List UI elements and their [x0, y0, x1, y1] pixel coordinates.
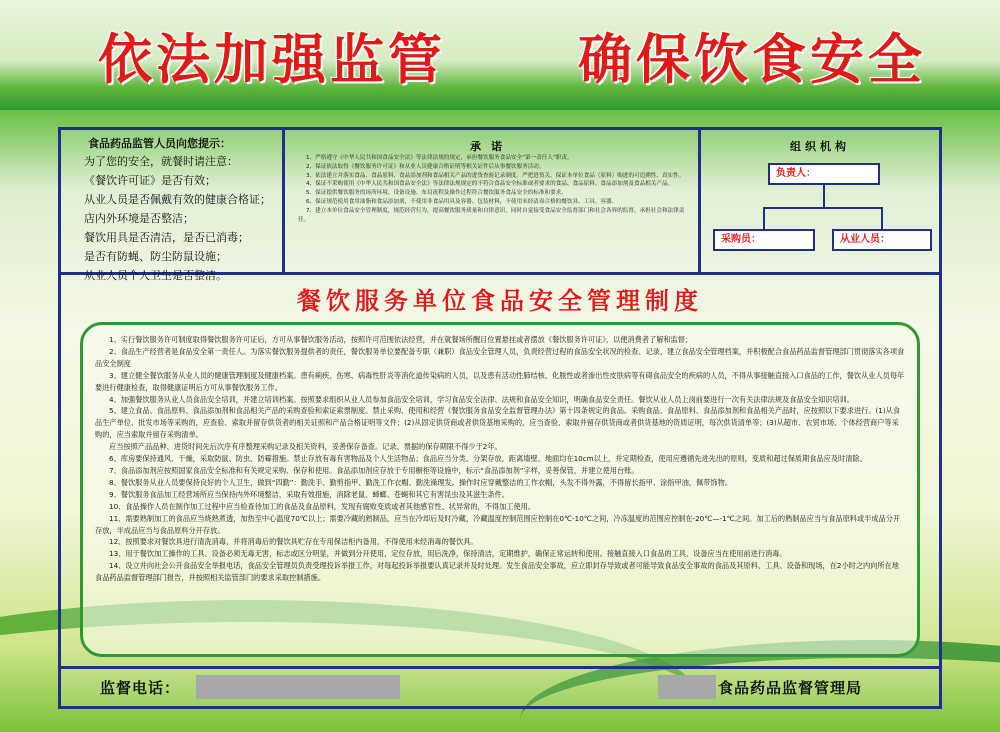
commitment-item: 2、保证依法取得《餐饮服务许可证》和从业人员健康合格证明等相关证件后从事餐饮服务活动。	[306, 163, 545, 170]
divider	[282, 127, 285, 272]
org-connector	[763, 207, 883, 209]
tips-title: 食品药品监管人员向您提示：	[88, 137, 231, 150]
commitment-title: 承诺	[470, 140, 512, 153]
org-connector	[881, 207, 883, 229]
tip-line: 从业人员个人卫生是否整洁。	[84, 269, 227, 282]
tips-panel	[84, 136, 280, 285]
divider	[698, 127, 701, 272]
supervision-phone-label: 监督电话：	[100, 679, 181, 697]
commitment-item: 5、保证提供餐饮服务的场所环境、设备设施、布局流程及操作过程符合餐饮服务食品安全的标准和要求。	[306, 190, 567, 197]
rule-item: 应当按照产品品种、进货时间先后次序有序整理采购记录及相关资料，妥善保存备查。记录、票据的保存期限不得少于2年。	[109, 442, 502, 452]
slogan-right: 确保饮食安全	[578, 28, 926, 91]
rule-item: 11、需要熟制加工的食品应当烧熟煮透，加热至中心温度70℃以上；需要冷藏的熟制品，应当在冷却后及时冷藏，冷藏温度控制范围应控制在0℃-10℃之间，冷冻温度的范围应控制在-20℃—-1℃之间。加工后的熟制品应当与食品原料或半成品分开存放，半成品应当与食品原料分开存放。	[95, 513, 901, 535]
org-title: 组织机构	[790, 140, 850, 153]
rules-box	[80, 322, 920, 657]
rule-item: 2、食品生产经营者是食品安全第一责任人。为落实餐饮服务提供者的责任，餐饮服务单位要配备专职（兼职）食品安全管理人员，负责经营过程的食品安全状况的检查、记录，建立食品安全管理档案，并积极配合食品药品监督管理部门贯彻落实各项食品安全制度	[95, 346, 905, 368]
divider	[58, 666, 942, 669]
commitment-item: 6、保证规范使用食用油脂和食品添加剂，不使用非食品用具及容器、包装材料，不使用未经清毒合格的餐饮具、工具、容器。	[306, 198, 618, 205]
org-connector	[823, 185, 825, 208]
tip-line: 店内外环境是否整洁；	[84, 212, 194, 225]
rules-title: 餐饮服务单位食品安全管理制度	[297, 287, 703, 315]
rule-item: 12、按照要求对餐饮具进行清洗消毒，并将消毒后的餐饮具贮存在专用保洁柜内备用，不得使用未经消毒的餐饮具。	[109, 537, 478, 547]
org-box-buyer: 采购员：	[713, 229, 815, 251]
org-connector	[763, 207, 765, 229]
tip-line: 从业人员是否佩戴有效的健康合格证；	[84, 193, 271, 206]
slogan-left: 依法加强监管	[98, 28, 446, 91]
tip-line: 《餐饮许可证》是否有效；	[84, 174, 216, 187]
commitment-item: 4、保证不采购使用《中华人民共和国食品安全法》等法律法规规定的不符合食品安全标准或者要求的食品、食品原料、食品添加剂及食品相关产品。	[306, 181, 674, 188]
redacted-region	[658, 675, 716, 699]
rule-item: 4、加强餐饮服务从业人员食品安全培训，并建立培训档案。按照要求组织从业人员参加食品安全培训，学习食品安全法律、法规和食品安全知识，明确食品安全责任。餐饮从业人员上岗前要进行一次有关法律法规及食品安全知识培训。	[109, 394, 854, 404]
rule-item: 10、食品操作人员在制作加工过程中应当检查待加工的食品及食品原料，发现有腐败变质或者其他感官性、状异常的，不得加工使用。	[109, 501, 536, 511]
redacted-phone	[196, 675, 400, 699]
org-box-boss: 负责人：	[768, 163, 880, 185]
rule-item: 6、库房要保持通风、干燥，采取防鼠、防虫、防霉措施。禁止存放有毒有害物品及个人生活物品；食品应当分类、分架存放，距离墙壁、地面均在10cm以上，并定期检查，使用应遵循先进先出的原则，变质和超过保质期食品应及时清除。	[109, 454, 867, 464]
commitment-item: 1、严格遵守《中华人民共和国食品安全法》等法律法规的规定，承担餐饮服务食品安全“第一责任人”职责。	[306, 155, 573, 161]
rule-item: 9、餐饮服务食品加工经营场所应当保持内外环境整洁，采取有效措施，消除老鼠、蟑螂、苍蝇和其它有害昆虫及其滋生条件。	[109, 489, 509, 499]
commitment-list	[298, 154, 694, 224]
rule-item: 1、实行餐饮服务许可制度取得餐饮服务许可证后，方可从事餐饮服务活动，按照许可范围依法经营，并在就餐场所醒目位置悬挂或者摆放《餐饮服务许可证》，以便消费者了解和监督；	[109, 335, 693, 344]
org-box-staff: 从业人员：	[832, 229, 932, 251]
rule-item: 13、用于餐饮加工操作的工具、设备必须无毒无害，标志或区分明显，并做到分开使用，定位存放，用后洗净，保持清洁，定期维护，确保正常运转和使用。接触直接入口食品的工具、设备应当在使用前进行消毒。	[109, 549, 787, 559]
tip-line: 餐饮用具是否清洁，是否已消毒；	[84, 231, 249, 244]
tip-line: 是否有防蝇、防尘防鼠设施；	[84, 250, 227, 263]
rule-item: 7、食品添加剂应按照国家食品安全标准和有关规定采购、保存和使用。食品添加剂应存放于专用橱柜等设施中，标示“食品添加剂”字样，妥善保管，并建立使用台账。	[109, 465, 639, 475]
rule-item: 3、建立健全餐饮服务从业人员的健康管理制度及健康档案。患有痢疾、伤寒、病毒性肝炎等消化道传染病的人员，以及患有活动性肺结核、化脓性或者渗出性皮肤病等有碍食品安全的疾病的人员，不得从事接触直接入口食品的工作，餐饮从业人员每年要进行健康检查，取得健康证明后方可从事餐饮服务工作。	[95, 370, 905, 392]
commitment-item: 3、依法建立并落实食品、食品原料、食品添加剂和食品相关产品的进货查验记录制度。严把进货关，保证本单位食品（原料）购进的可追溯性、真实性。	[306, 172, 685, 179]
rule-item: 5、建立食品、食品原料、食品添加剂和食品相关产品的采购查验和索证索票制度。禁止采购、使用和经营《餐饮服务食品安全监督管理办法》第十四条规定的食品。采购食品、食品原料、食品添加剂和食品相关产品时，应按照以下要求进行。(1)从食品生产单位、批发市场等采购的，应查验、索取并留存供货者的相关证照和产品合格证明等文件；(2)从固定供货商或者供货基地采购的，应当查验、索取并留存供货商或者供货基地的资质证明，每次供货清单等；(3)从超市、农贸市场、个体经营商户等采购的，应当索取并留存采购清单。	[95, 406, 901, 440]
rule-item: 14、设立并向社会公开食品安全举报电话，食品安全管理员负责受理投诉举报工作，对每起投诉举报要认真记录并及时处理。发生食品安全事故，应立即封存导致或者可能导致食品安全事故的食品及其原料、工具、设备和现场，在2小时之内向所在地食品药品监督管理部门报告，并按照相关监管部门的要求采取控制措施。	[95, 561, 899, 583]
tip-line: 为了您的安全，就餐时请注意：	[84, 155, 238, 168]
rule-item: 8、餐饮服务从业人员要保持良好的个人卫生，做到“四勤”：勤洗手、勤剪指甲、勤洗工作衣帽、勤洗澡理发。操作时应穿戴整洁的工作衣帽，头发不得外露，不得留长指甲、涂指甲油，佩带饰物。	[109, 477, 732, 487]
commitment-item: 7、建立本单位食品安全管理制度，规范经营行为，提高餐饮服务质量和自律意识，同时自觉接受食品安全监督部门和社会各界的监督，承担社会和法律责任。	[298, 207, 685, 223]
agency-name: 食品药品监督管理局	[718, 679, 863, 697]
